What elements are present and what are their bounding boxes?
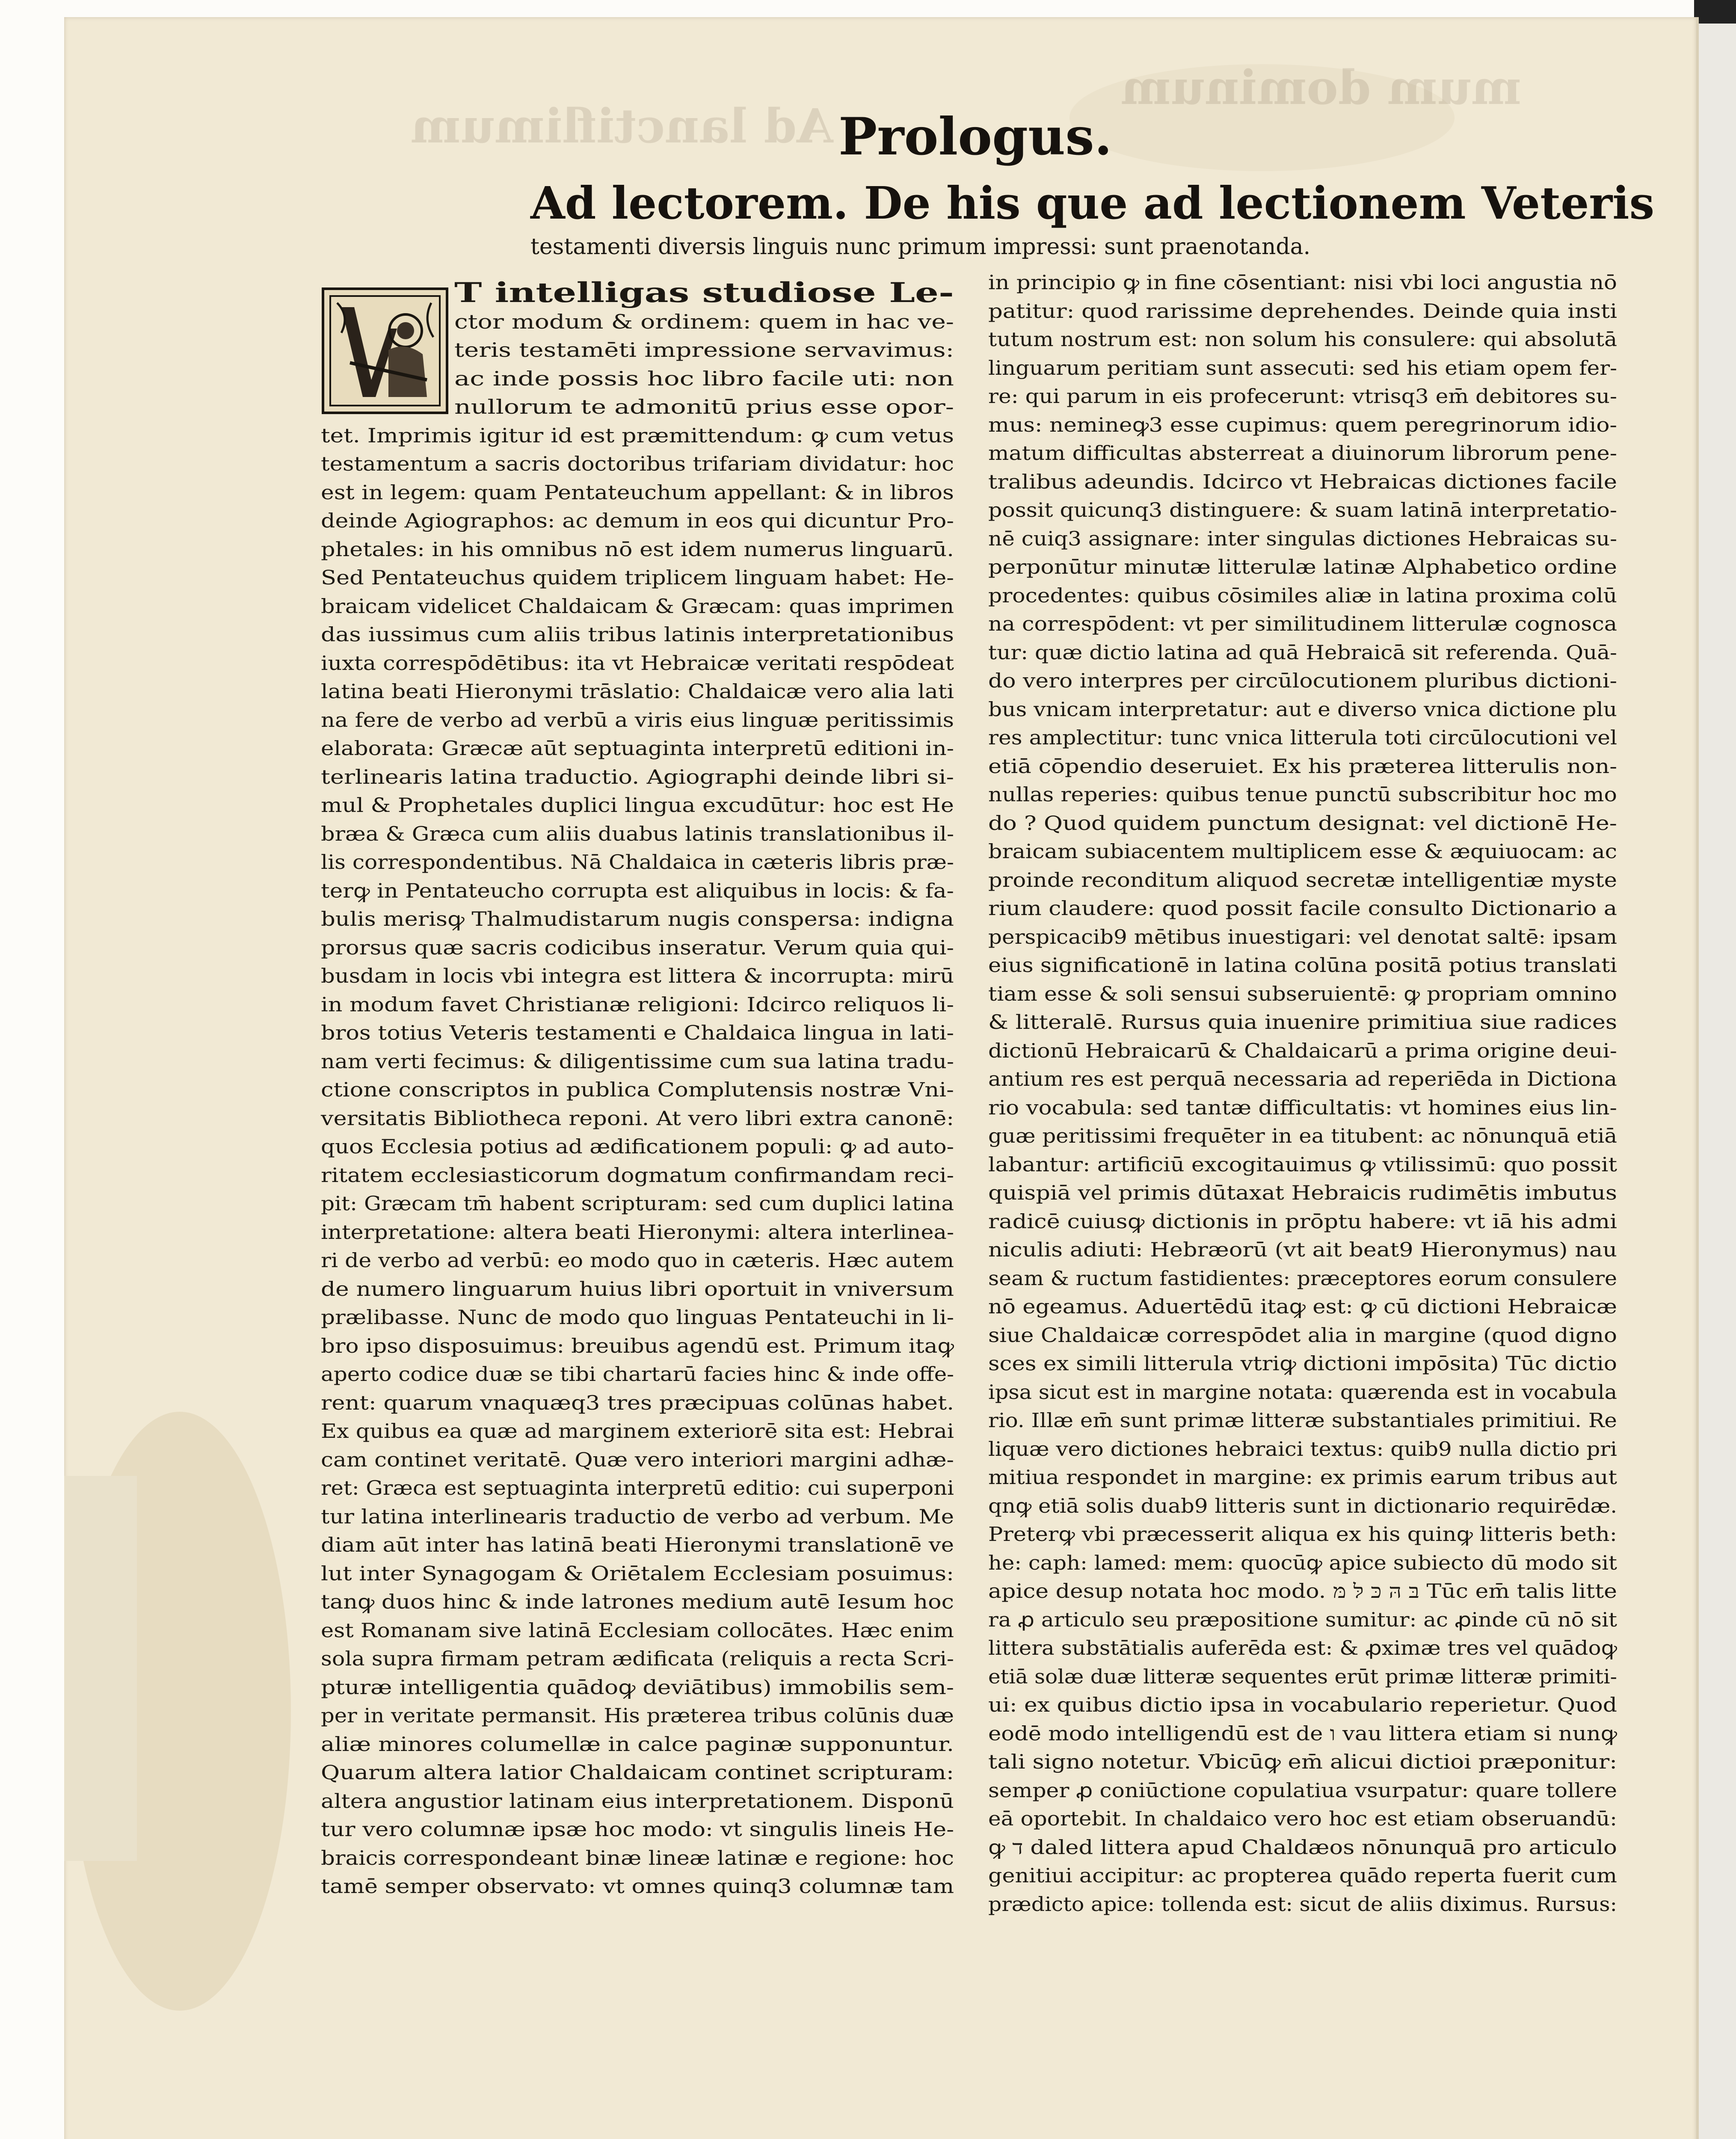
prologus-heading: Prologus. xyxy=(838,107,1112,167)
left-column-line: tur vero columnæ ipsæ hoc modo: vt singulis lineis He- xyxy=(321,1818,954,1841)
left-column-line: nullorum te admonitū prius esse opor- xyxy=(454,395,954,418)
right-column-line: perponūtur minutæ litterulæ latinæ Alphabetico ordine xyxy=(988,555,1617,578)
right-column-line: bus vnicam interpretatur: aut e diverso vnica dictione plu xyxy=(988,697,1617,721)
left-column-line: lut inter Synagogam & Oriētalem Ecclesiam posuimus: xyxy=(321,1561,954,1585)
left-column-line: braicis correspondeant binæ lineæ latinæ e regione: hoc xyxy=(321,1846,954,1869)
left-column-line: T intelligas studiose Le- xyxy=(454,277,954,309)
left-column-line: ac inde possis hoc libro facile uti: non xyxy=(454,367,954,390)
right-column-line: labantur: artificiū excogitauimus ꝙ vtilissimū: quo possit xyxy=(988,1152,1618,1176)
left-column-line: bulis merisꝙ Thalmudistarum nugis conspersa: indigna xyxy=(321,907,954,930)
left-column-line: altera angustior latinam eius interpretationem. Disponū xyxy=(321,1789,954,1813)
right-column-line: linguarum peritiam sunt assecuti: sed his etiam opem fer- xyxy=(988,356,1618,379)
right-column-line: eius significationē in latina colūna positā potius translati xyxy=(988,954,1618,977)
right-column-line: patitur: quod rarissime deprehendes. Deinde quia insti xyxy=(988,299,1618,323)
left-column-line: pit: Græcam tm̄ habent scripturam: sed cum duplici latina xyxy=(321,1192,954,1215)
left-column-line: interpretatione: altera beati Hieronymi: altera interlinea- xyxy=(321,1220,954,1244)
right-column-line: possit quicunq3 distinguere: & suam latinā interpretatio- xyxy=(988,498,1618,521)
right-column-line: ꝙ ד daled littera apud Chaldæos nōnunquā pro articulo xyxy=(988,1835,1617,1859)
left-column-line: tamē semper observato: vt omnes quinq3 columnæ tam xyxy=(321,1875,954,1898)
right-column-line: braicam subiacentem multiplicem esse & æquiuocam: ac xyxy=(988,840,1617,863)
right-column-line: guæ peritissimi frequēter in ea titubent: ac nōnunquā etiā xyxy=(988,1124,1618,1147)
right-column-line: mitiua respondet in margine: ex primis earum tribus aut xyxy=(988,1466,1617,1489)
right-column-line: prædicto apice: tollenda est: sicut de aliis diximus. Rursus: xyxy=(988,1892,1618,1916)
left-column-line: diam aūt inter has latinā beati Hieronymi translationē ve xyxy=(321,1533,954,1556)
right-column-line: tutum nostrum est: non solum his consulere: qui absolutā xyxy=(988,328,1618,351)
left-column-line: ri de verbo ad verbū: eo modo quo in cæteris. Hæc autem xyxy=(321,1249,954,1272)
left-column-line: est in legem: quam Pentateuchum appellant: & in libros xyxy=(321,480,954,504)
title-line-1: Ad lectorem. De his que ad lectionem Veteris xyxy=(530,177,1655,229)
left-column-line: Ex quibus ea quæ ad marginem exteriorē sita est: Hebrai xyxy=(321,1419,954,1443)
left-column-line: phetales: in his omnibus nō est idem numerus linguarū. xyxy=(321,537,954,561)
left-column-line: per in veritate permansit. His præterea tribus colūnis duæ xyxy=(321,1704,954,1727)
left-column-line: sola supra firmam petram ædificata (reliquis a recta Scri- xyxy=(321,1647,954,1670)
show-through-left: Ad lanctiflimum xyxy=(411,98,833,154)
left-column-line: bros totius Veteris testamenti e Chaldaica lingua in lati- xyxy=(321,1021,954,1044)
show-through-right: mum dominum xyxy=(1121,60,1521,115)
right-column-line: re: qui parum in eis profecerunt: vtrisq3 em̄ debitores su- xyxy=(988,385,1617,408)
left-column-line: prorsus quæ sacris codicibus inseratur. Verum quia qui- xyxy=(321,936,954,959)
left-column-line: in modum favet Christianæ religioni: Idcirco reliquos li- xyxy=(321,992,954,1016)
historiated-initial xyxy=(322,287,448,414)
right-column-line: littera substātialis auferēda est: & ꝓximæ tres vel quādoꝙ xyxy=(988,1636,1617,1659)
left-column-line: latina beati Hieronymi trāslatio: Chaldaicæ vero alia lati xyxy=(321,680,954,703)
right-column-line: ui: ex quibus dictio ipsa in vocabulario reperietur. Quod xyxy=(988,1693,1618,1716)
right-column-line: tralibus adeundis. Idcirco vt Hebraicas dictiones facile xyxy=(988,470,1618,493)
right-column-line: ra ꝓ articulo seu præpositione sumitur: ac ꝓinde cū nō sit xyxy=(988,1608,1618,1631)
left-column-line: terꝙ in Pentateucho corrupta est aliquibus in locis: & fa- xyxy=(321,879,954,902)
left-column-line: iuxta correspōdētibus: ita vt Hebraicæ veritati respōdeat xyxy=(321,651,954,675)
right-column-line: procedentes: quibus cōsimiles aliæ in latina proxima colū xyxy=(988,584,1618,607)
left-column-line: tet. Imprimis igitur id est præmittendum: ꝙ cum vetus xyxy=(321,424,954,447)
left-column-line: nam verti fecimus: & diligentissime cum sua latina tradu- xyxy=(321,1049,954,1073)
left-column-line: Quarum altera latior Chaldaicam continet scripturam: xyxy=(321,1761,954,1784)
right-column-line: na correspōdent: vt per similitudinem litterulæ cognosca xyxy=(988,612,1618,635)
right-column-line: qnꝙ etiā solis duab9 litteris sunt in dictionario requirēdæ. xyxy=(988,1494,1618,1517)
right-column-line: antium res est perquā necessaria ad reperiēda in Dictiona xyxy=(988,1067,1617,1090)
left-column-line: quos Ecclesia potius ad ædificationem populi: ꝙ ad auto- xyxy=(321,1135,954,1158)
left-column-line: aliæ minores columellæ in calce paginæ supponuntur. xyxy=(321,1732,954,1756)
left-column-line: busdam in locis vbi integra est littera & incorrupta: mirū xyxy=(321,964,954,987)
right-column-line: res amplectitur: tunc vnica litterula toti circūlocutioni vel xyxy=(988,726,1618,749)
right-column-line: do vero interpres per circūlocutionem pluribus dictioni- xyxy=(988,669,1618,692)
left-column-line: pturæ intelligentia quādoꝙ deviātibus) immobilis sem- xyxy=(321,1675,954,1699)
left-column-line: versitatis Bibliotheca reponi. At vero libri extra canonē: xyxy=(321,1106,954,1130)
right-column-line: siue Chaldaicæ correspōdet alia in margine (quod digno xyxy=(988,1323,1618,1347)
right-column-line: & litteralē. Rursus quia inuenire primitiua siue radices xyxy=(988,1010,1618,1034)
right-column-line: dictionū Hebraicarū & Chaldaicarū a prima origine deui- xyxy=(988,1039,1618,1062)
right-column-line: tur: quæ dictio latina ad quā Hebraicā sit referenda. Quā- xyxy=(988,640,1617,664)
right-column-line: rium claudere: quod possit facile consulto Dictionario a xyxy=(988,897,1617,920)
right-column-line: sces ex simili litterula vtriꝙ dictioni impōsita) Tūc dictio xyxy=(988,1352,1617,1375)
right-column-line: Preterꝙ vbi præcesserit aliqua ex his quinꝙ litteris beth: xyxy=(988,1523,1617,1546)
right-column-line: radicē cuiusꝙ dictionis in prōptu habere: vt iā his admi xyxy=(988,1209,1617,1233)
right-column-line: proinde reconditum aliquod secretæ intelligentiæ myste xyxy=(988,868,1617,892)
right-column-line: nē cuiq3 assignare: inter singulas dictiones Hebraicas su- xyxy=(988,527,1618,550)
left-column-line: elaborata: Græcæ aūt septuaginta interpretū editioni in- xyxy=(321,737,954,760)
right-column-line: semper ꝓ coniūctione copulatiua vsurpatur: quare tollere xyxy=(988,1778,1618,1802)
left-column-line: tur latina interlinearis traductio de verbo ad verbum. Me xyxy=(321,1505,954,1528)
left-column-line: das iussimus cum aliis tribus latinis interpretationibus xyxy=(321,623,954,646)
right-column-line: in principio ꝙ in fine cōsentiant: nisi vbi loci angustia nō xyxy=(988,271,1617,294)
left-column-line: aperto codice duæ se tibi chartarū facies hinc & inde offe- xyxy=(321,1363,954,1386)
left-column-line: de numero linguarum huius libri oportuit in vniversum xyxy=(321,1277,954,1301)
right-column-line: etiā cōpendio deseruiet. Ex his præterea litterulis non- xyxy=(988,754,1618,778)
right-column-line: quispiā vel primis dūtaxat Hebraicis rudimētis imbutus xyxy=(988,1181,1617,1204)
scanner-edge xyxy=(1694,0,1736,24)
woodcut-figure-icon xyxy=(324,290,446,412)
left-column-line: ritatem ecclesiasticorum dogmatum confirmandam reci- xyxy=(321,1163,954,1187)
left-column-line: lis correspondentibus. Nā Chaldaica in cæteris libris præ- xyxy=(321,850,954,874)
title-line-2: testamenti diversis linguis nunc primum impressi: sunt praenotanda. xyxy=(530,234,1311,260)
right-column-line: liquæ vero dictiones hebraici textus: quib9 nulla dictio pri xyxy=(988,1437,1617,1461)
right-column-line: nō egeamus. Aduertēdū itaꝙ est: ꝙ cū dictioni Hebraicæ xyxy=(988,1295,1617,1318)
right-column-line: genitiui accipitur: ac propterea quādo reperta fuerit cum xyxy=(988,1864,1617,1887)
right-column-line: rio. Illæ em̄ sunt primæ litteræ substantiales primitiui. Re xyxy=(988,1409,1617,1432)
scanner-background xyxy=(1694,0,1736,2139)
left-column-line: bro ipso disposuimus: breuibus agendū est. Primum itaꝙ xyxy=(321,1334,954,1357)
left-column-line: terlinearis latina traductio. Agiographi deinde libri si- xyxy=(321,765,954,788)
right-column-line: he: caph: lamed: mem: quocūꝙ apice subiecto dū modo sit xyxy=(988,1551,1618,1574)
left-column-line: Sed Pentateuchus quidem triplicem linguam habet: He- xyxy=(321,566,954,589)
left-column-line: ctor modum & ordinem: quem in hac ve- xyxy=(454,310,954,333)
left-column-line: na fere de verbo ad verbū a viris eius linguæ peritissimis xyxy=(321,708,954,732)
left-column-line: ret: Græca est septuaginta interpretū editio: cui superponi xyxy=(321,1476,954,1499)
right-column-line: perspicacib9 mētibus inuestigari: vel denotat saltē: ipsam xyxy=(988,925,1618,948)
left-column-line: est Romanam sive latinā Ecclesiam collocātes. Hæc enim xyxy=(321,1618,954,1642)
right-column-line: eā oportebit. In chaldaico vero hoc est etiam obseruandū: xyxy=(988,1807,1618,1830)
left-column-line: teris testamēti impressione servavimus: xyxy=(454,338,954,361)
right-column-line: rio vocabula: sed tantæ difficultatis: vt homines eius lin- xyxy=(988,1096,1617,1119)
left-column-line: deinde Agiographos: ac demum in eos qui dicuntur Pro- xyxy=(321,509,954,532)
right-column-line: etiā solæ duæ litteræ sequentes erūt primæ litteræ primiti- xyxy=(988,1665,1618,1688)
right-column-line: tiam esse & soli sensui subseruientē: ꝙ propriam omnino xyxy=(988,982,1618,1005)
right-column-line: do ? Quod quidem punctum designat: vel dictionē He- xyxy=(988,811,1617,835)
left-column-line: ctione conscriptos in publica Complutensis nostræ Vni- xyxy=(321,1078,954,1101)
right-column-line: ipsa sicut est in margine notata: quærenda est in vocabula xyxy=(988,1380,1618,1404)
left-column-line: prælibasse. Nunc de modo quo linguas Pentateuchi in li- xyxy=(321,1306,954,1329)
right-column-line: tali signo notetur. Vbicūꝙ em̄ alicui dictioi præponitur: xyxy=(988,1750,1618,1773)
paper-tear xyxy=(64,1476,137,1861)
right-column-line: seam & ructum fastidientes: præceptores eorum consulere xyxy=(988,1266,1618,1290)
left-column-line: braicam videlicet Chaldaicam & Græcam: quas imprimen xyxy=(321,594,954,618)
left-column-line: mul & Prophetales duplici lingua excudūtur: hoc est He xyxy=(321,794,954,817)
right-column-line: apice desup notata hoc modo. בּ הּ כּ לּ מּ Tūc em̄ talis litte xyxy=(988,1579,1617,1603)
right-column-line: mus: nemineꝙ3 esse cupimus: quem peregrinorum idio- xyxy=(988,413,1618,436)
right-column-line: nullas reperies: quibus tenue punctū subscribitur hoc mo xyxy=(988,783,1617,806)
right-column-line: niculis adiuti: Hebræorū (vt ait beat9 Hieronymus) nau xyxy=(988,1238,1618,1261)
left-column-line: bræa & Græca cum aliis duabus latinis translationibus il- xyxy=(321,822,954,845)
left-column-line: rent: quarum vnaquæq3 tres præcipuas colūnas habet. xyxy=(321,1391,954,1414)
left-column-line: cam continet veritatē. Quæ vero interiori margini adhæ- xyxy=(321,1448,954,1471)
right-column-line: matum difficultas absterreat a diuinorum librorum pene- xyxy=(988,441,1617,465)
left-column-line: tanꝙ duos hinc & inde latrones medium autē Iesum hoc xyxy=(321,1590,954,1613)
right-column-line: eodē modo intelligendū est de ו vau littera etiam si nunꝙ xyxy=(988,1721,1617,1745)
left-column-line: testamentum a sacris doctoribus trifariam dividatur: hoc xyxy=(321,452,954,475)
